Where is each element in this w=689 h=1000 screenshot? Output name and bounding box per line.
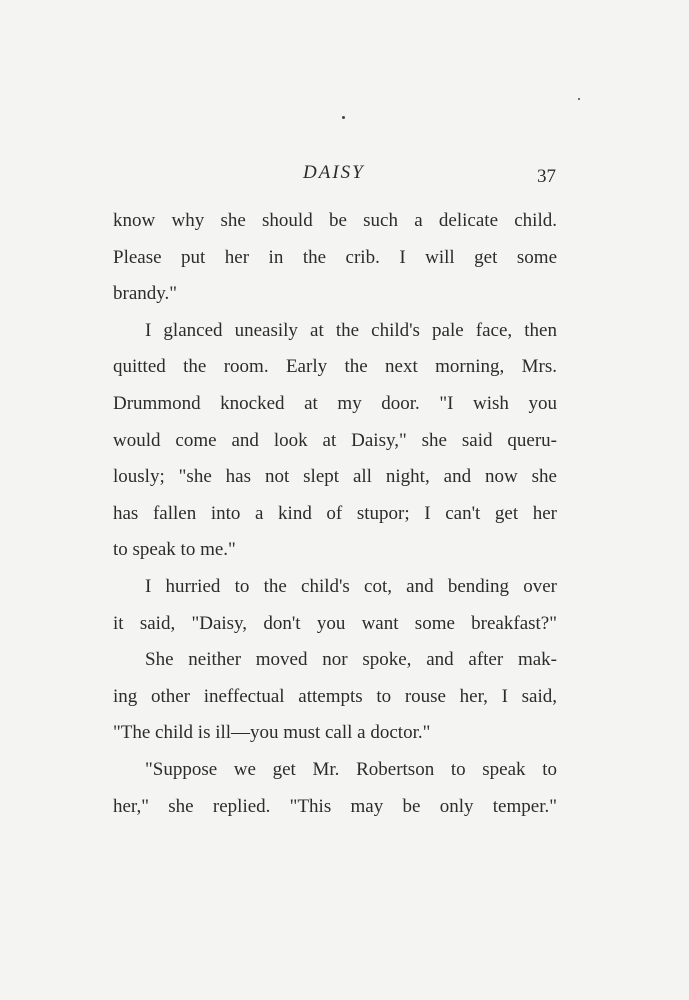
text-line: her," she replied. "This may be only temper." [113,795,557,817]
text-line: Please put her in the crib. I will get some [113,246,557,268]
page-number: 37 [537,166,556,187]
text-line: "The child is ill—you must call a doctor." [113,722,431,744]
text-line: Drummond knocked at my door. "I wish you [113,392,557,414]
running-title: DAISY [303,162,365,183]
text-line: I glanced uneasily at the child's pale face, then [145,319,557,341]
text-line: brandy." [113,283,178,305]
text-line: would come and look at Daisy," she said queru- [113,429,557,451]
ink-speck [342,116,345,119]
text-line: quitted the room. Early the next morning, Mrs. [113,356,557,378]
page-header [0,162,689,192]
text-line: know why she should be such a delicate child. [113,210,557,231]
text-line: has fallen into a kind of stupor; I can't get her [113,502,557,524]
text-line: to speak to me." [113,539,236,561]
body-text [113,203,557,825]
text-line: "Suppose we get Mr. Robertson to speak to [145,758,557,780]
text-line: it said, "Daisy, don't you want some breakfast?" [113,612,557,634]
text-line: lously; "she has not slept all night, and now she [113,466,557,488]
text-line: She neither moved nor spoke, and after mak- [145,649,557,671]
ink-speck [578,98,580,100]
text-line: I hurried to the child's cot, and bending over [145,575,557,597]
text-line: ing other ineffectual attempts to rouse her, I said, [113,685,557,707]
